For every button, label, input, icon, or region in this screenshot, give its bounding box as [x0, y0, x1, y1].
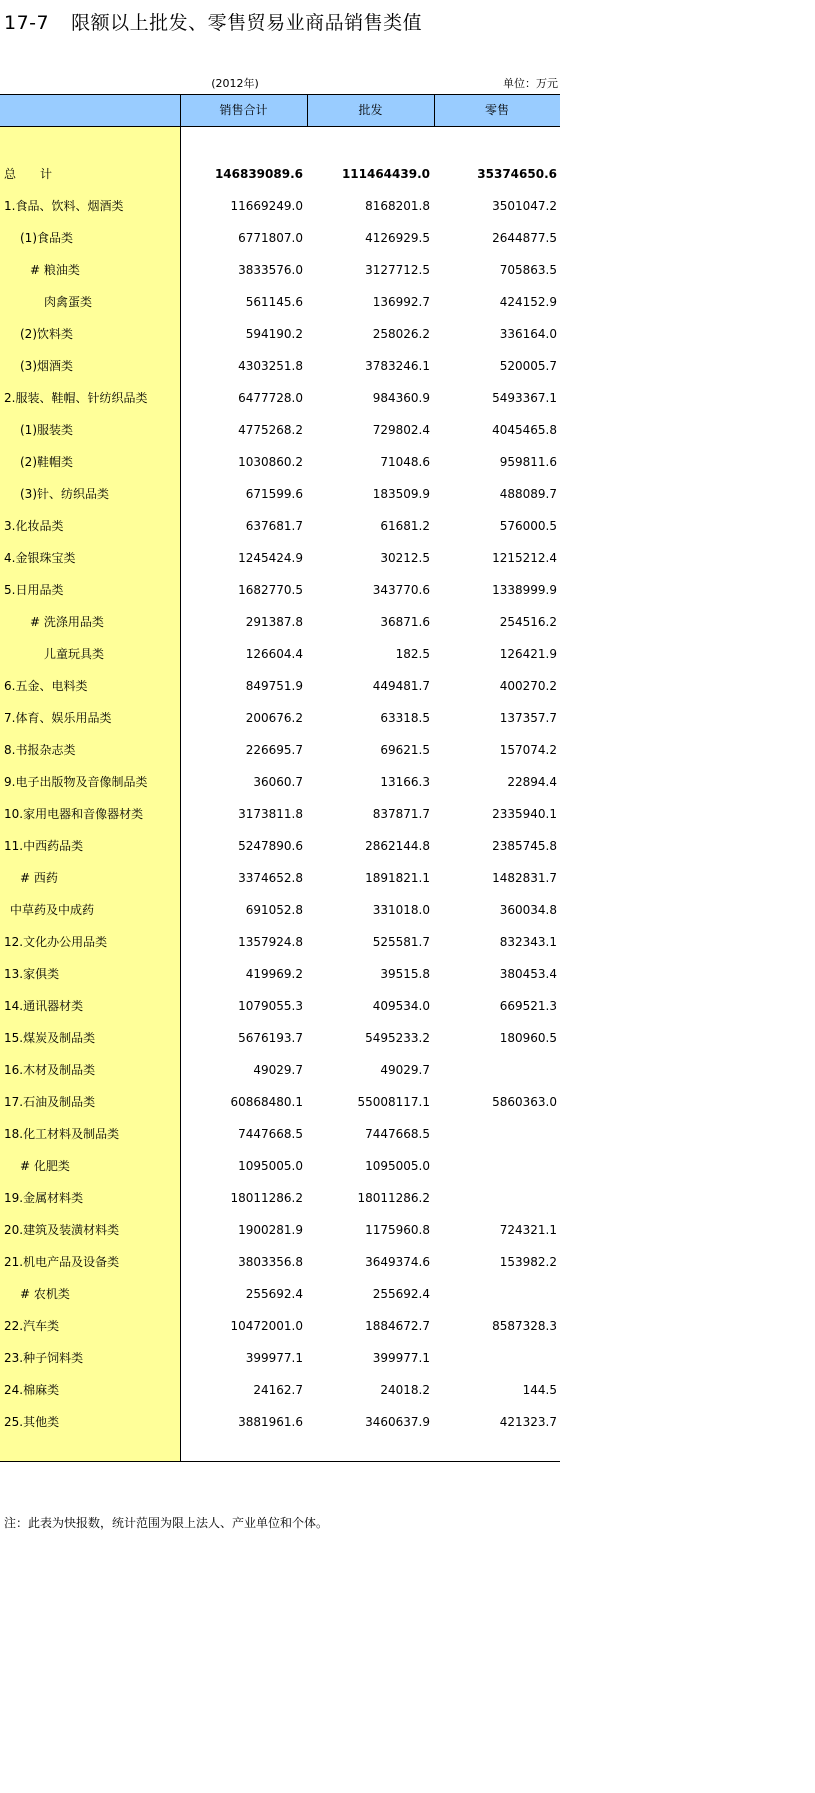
cell-wholesale: 69621.5 [380, 743, 430, 757]
cell-wholesale: 331018.0 [372, 903, 430, 917]
cell-wholesale: 729802.4 [372, 423, 430, 437]
cell-retail: 5493367.1 [492, 391, 557, 405]
row-label: 25.其他类 [4, 1415, 60, 1429]
table-row [0, 446, 560, 478]
table-row [0, 574, 560, 606]
cell-retail: 126421.9 [499, 647, 557, 661]
table-row [0, 190, 560, 222]
row-label: 20.建筑及装潢材料类 [4, 1223, 120, 1237]
cell-wholesale: 49029.7 [380, 1063, 430, 1077]
cell-total: 849751.9 [245, 679, 303, 693]
cell-retail: 400270.2 [499, 679, 557, 693]
table-row [0, 830, 560, 862]
row-label: 3.化妆品类 [4, 519, 64, 533]
cell-total: 399977.1 [245, 1351, 303, 1365]
cell-retail: 254516.2 [499, 615, 557, 629]
cell-wholesale: 1884672.7 [365, 1319, 430, 1333]
page-title [4, 8, 422, 35]
table-row [0, 1406, 560, 1438]
row-label: # 粮油类 [30, 263, 80, 277]
table-row-total [0, 158, 560, 190]
cell-retail: 1215212.4 [492, 551, 557, 565]
cell-wholesale: 3783246.1 [365, 359, 430, 373]
row-label: 24.棉麻类 [4, 1383, 60, 1397]
cell-retail: 157074.2 [499, 743, 557, 757]
row-label: 9.电子出版物及音像制品类 [4, 775, 148, 789]
table-row [0, 222, 560, 254]
col-header-wholesale: 批发 [358, 103, 383, 117]
row-label: 8.书报杂志类 [4, 743, 76, 757]
cell-wholesale: 36871.6 [380, 615, 430, 629]
table-row [0, 1022, 560, 1054]
cell-wholesale: 1095005.0 [365, 1159, 430, 1173]
table-title: 限额以上批发、零售贸易业商品销售类值 [71, 12, 423, 34]
row-label: 11.中西药品类 [4, 839, 84, 853]
cell-total: 419969.2 [245, 967, 303, 981]
row-label: # 化肥类 [20, 1159, 70, 1173]
cell-total: 24162.7 [253, 1383, 303, 1397]
cell-retail: 180960.5 [499, 1031, 557, 1045]
cell-retail: 336164.0 [499, 327, 557, 341]
cell-wholesale: 409534.0 [372, 999, 430, 1013]
data-table [0, 94, 560, 1462]
row-label: (2)饮料类 [20, 327, 73, 341]
cell-wholesale: 1175960.8 [365, 1223, 430, 1237]
row-label: (1)食品类 [20, 231, 73, 245]
cell-wholesale: 2862144.8 [365, 839, 430, 853]
table-row [0, 926, 560, 958]
cell-wholesale: 984360.9 [372, 391, 430, 405]
cell-retail: 2385745.8 [492, 839, 557, 853]
table-row [0, 542, 560, 574]
col-header-retail: 零售 [484, 103, 509, 117]
unit-label: 单位：万元 [503, 77, 558, 90]
cell-wholesale: 343770.6 [372, 583, 430, 597]
row-label: 1.食品、饮料、烟酒类 [4, 199, 124, 213]
cell-wholesale: 182.5 [395, 647, 430, 661]
cell-wholesale: 24018.2 [380, 1383, 430, 1397]
cell-wholesale: 39515.8 [380, 967, 430, 981]
cell-total: 1900281.9 [238, 1223, 303, 1237]
table-row [0, 766, 560, 798]
header-bottom-border [0, 126, 560, 127]
row-label: 15.煤炭及制品类 [4, 1031, 96, 1045]
cell-retail: 576000.5 [499, 519, 557, 533]
cell-total: 36060.7 [253, 775, 303, 789]
cell-wholesale: 13166.3 [380, 775, 430, 789]
row-label: 7.体育、娱乐用品类 [4, 711, 112, 725]
table-bottom-border [0, 1461, 560, 1462]
cell-total: 18011286.2 [230, 1191, 303, 1205]
cell-wholesale: 5495233.2 [365, 1031, 430, 1045]
table-row [0, 670, 560, 702]
cell-total: 6477728.0 [238, 391, 303, 405]
row-label: (2)鞋帽类 [20, 455, 73, 469]
table-row [0, 254, 560, 286]
row-label: # 农机类 [20, 1287, 70, 1301]
table-row [0, 1054, 560, 1086]
cell-retail: 380453.4 [499, 967, 557, 981]
table-row [0, 1118, 560, 1150]
cell-retail: 137357.7 [499, 711, 557, 725]
cell-wholesale: 449481.7 [372, 679, 430, 693]
table-row [0, 1278, 560, 1310]
cell-retail: 22894.4 [507, 775, 557, 789]
row-label: 10.家用电器和音像器材类 [4, 807, 144, 821]
cell-total: 691052.8 [245, 903, 303, 917]
cell-retail: 424152.9 [499, 295, 557, 309]
table-row [0, 990, 560, 1022]
table-row [0, 862, 560, 894]
row-label: 17.石油及制品类 [4, 1095, 96, 1109]
table-row [0, 638, 560, 670]
cell-total: 1245424.9 [238, 551, 303, 565]
cell-retail: 1338999.9 [492, 583, 557, 597]
cell-total: 291387.8 [245, 615, 303, 629]
cell-wholesale: 63318.5 [380, 711, 430, 725]
col-header-total: 销售合计 [219, 103, 268, 117]
row-label: 4.金银珠宝类 [4, 551, 76, 565]
row-label: 总 计 [4, 167, 53, 181]
cell-total: 671599.6 [245, 487, 303, 501]
cell-wholesale: 3127712.5 [365, 263, 430, 277]
cell-wholesale: 258026.2 [372, 327, 430, 341]
row-label: 13.家俱类 [4, 967, 60, 981]
cell-retail: 35374650.6 [477, 167, 557, 181]
row-label: 5.日用品类 [4, 583, 64, 597]
cell-retail: 360034.8 [499, 903, 557, 917]
cell-retail: 421323.7 [499, 1415, 557, 1429]
table-row [0, 1086, 560, 1118]
cell-total: 3803356.8 [238, 1255, 303, 1269]
row-label: 儿童玩具类 [44, 647, 105, 661]
cell-retail: 488089.7 [499, 487, 557, 501]
cell-total: 1030860.2 [238, 455, 303, 469]
cell-wholesale: 55008117.1 [357, 1095, 430, 1109]
cell-total: 1095005.0 [238, 1159, 303, 1173]
table-row [0, 414, 560, 446]
cell-total: 6771807.0 [238, 231, 303, 245]
cell-retail: 832343.1 [499, 935, 557, 949]
table-row [0, 286, 560, 318]
cell-wholesale: 71048.6 [380, 455, 430, 469]
cell-total: 4303251.8 [238, 359, 303, 373]
cell-total: 3374652.8 [238, 871, 303, 885]
cell-wholesale: 111464439.0 [341, 167, 430, 181]
row-label: 22.汽车类 [4, 1319, 60, 1333]
cell-retail: 724321.1 [499, 1223, 557, 1237]
cell-total: 3173811.8 [238, 807, 303, 821]
cell-wholesale: 183509.9 [372, 487, 430, 501]
cell-total: 3833576.0 [238, 263, 303, 277]
row-label: # 洗涤用品类 [30, 615, 104, 629]
row-label: 19.金属材料类 [4, 1191, 84, 1205]
row-label: 23.种子饲料类 [4, 1351, 84, 1365]
cell-total: 1357924.8 [238, 935, 303, 949]
cell-wholesale: 399977.1 [372, 1351, 430, 1365]
cell-wholesale: 3649374.6 [365, 1255, 430, 1269]
cell-total: 7447668.5 [238, 1127, 303, 1141]
cell-retail: 8587328.3 [492, 1319, 557, 1333]
table-number: 17-7 [4, 12, 50, 34]
cell-total: 200676.2 [245, 711, 303, 725]
cell-retail: 520005.7 [499, 359, 557, 373]
table-row [0, 606, 560, 638]
row-label: 16.木材及制品类 [4, 1063, 96, 1077]
row-label: 12.文化办公用品类 [4, 935, 108, 949]
row-label: (1)服装类 [20, 423, 73, 437]
cell-wholesale: 136992.7 [372, 295, 430, 309]
row-label: 2.服装、鞋帽、针纺织品类 [4, 391, 148, 405]
table-row [0, 1374, 560, 1406]
cell-retail: 4045465.8 [492, 423, 557, 437]
cell-wholesale: 255692.4 [372, 1287, 430, 1301]
cell-wholesale: 837871.7 [372, 807, 430, 821]
table-row [0, 510, 560, 542]
table-row [0, 798, 560, 830]
table-row [0, 1214, 560, 1246]
table-row [0, 734, 560, 766]
table-row [0, 702, 560, 734]
cell-wholesale: 4126929.5 [365, 231, 430, 245]
table-row [0, 1342, 560, 1374]
table-row [0, 958, 560, 990]
row-label: (3)针、纺织品类 [20, 487, 109, 501]
row-label: 14.通讯器材类 [4, 999, 84, 1013]
cell-wholesale: 1891821.1 [365, 871, 430, 885]
row-label: (3)烟酒类 [20, 359, 73, 373]
cell-total: 11669249.0 [230, 199, 303, 213]
cell-total: 594190.2 [245, 327, 303, 341]
row-label: 21.机电产品及设备类 [4, 1255, 120, 1269]
cell-total: 1682770.5 [238, 583, 303, 597]
cell-retail: 669521.3 [499, 999, 557, 1013]
cell-total: 3881961.6 [238, 1415, 303, 1429]
table-row [0, 894, 560, 926]
cell-total: 146839089.6 [214, 167, 303, 181]
table-row [0, 382, 560, 414]
cell-wholesale: 8168201.8 [365, 199, 430, 213]
cell-total: 60868480.1 [230, 1095, 303, 1109]
cell-wholesale: 525581.7 [372, 935, 430, 949]
table-row [0, 1182, 560, 1214]
table-row [0, 478, 560, 510]
cell-retail: 705863.5 [499, 263, 557, 277]
row-label: 18.化工材料及制品类 [4, 1127, 120, 1141]
cell-retail: 1482831.7 [492, 871, 557, 885]
cell-total: 4775268.2 [238, 423, 303, 437]
cell-total: 226695.7 [245, 743, 303, 757]
cell-retail: 959811.6 [499, 455, 557, 469]
cell-retail: 5860363.0 [492, 1095, 557, 1109]
cell-total: 1079055.3 [238, 999, 303, 1013]
row-label: 肉禽蛋类 [44, 295, 93, 309]
cell-total: 5247890.6 [238, 839, 303, 853]
cell-retail: 3501047.2 [492, 199, 557, 213]
cell-total: 126604.4 [245, 647, 303, 661]
cell-wholesale: 30212.5 [380, 551, 430, 565]
cell-retail: 2335940.1 [492, 807, 557, 821]
cell-total: 637681.7 [245, 519, 303, 533]
cell-retail: 2644877.5 [492, 231, 557, 245]
cell-wholesale: 7447668.5 [365, 1127, 430, 1141]
cell-total: 49029.7 [253, 1063, 303, 1077]
cell-retail: 153982.2 [499, 1255, 557, 1269]
cell-retail: 144.5 [522, 1383, 557, 1397]
cell-wholesale: 3460637.9 [365, 1415, 430, 1429]
cell-total: 255692.4 [245, 1287, 303, 1301]
table-row [0, 1246, 560, 1278]
cell-total: 5676193.7 [238, 1031, 303, 1045]
footnote: 注：此表为快报数，统计范围为限上法人、产业单位和个体。 [4, 1516, 329, 1530]
table-row [0, 350, 560, 382]
table-row [0, 1150, 560, 1182]
table-row [0, 318, 560, 350]
cell-wholesale: 61681.2 [380, 519, 430, 533]
table-row [0, 1310, 560, 1342]
cell-wholesale: 18011286.2 [357, 1191, 430, 1205]
row-label: # 西药 [20, 871, 58, 885]
cell-total: 10472001.0 [230, 1319, 303, 1333]
row-label: 中草药及中成药 [10, 903, 95, 917]
year-label: (2012年) [211, 77, 259, 90]
row-label: 6.五金、电料类 [4, 679, 88, 693]
cell-total: 561145.6 [245, 295, 303, 309]
